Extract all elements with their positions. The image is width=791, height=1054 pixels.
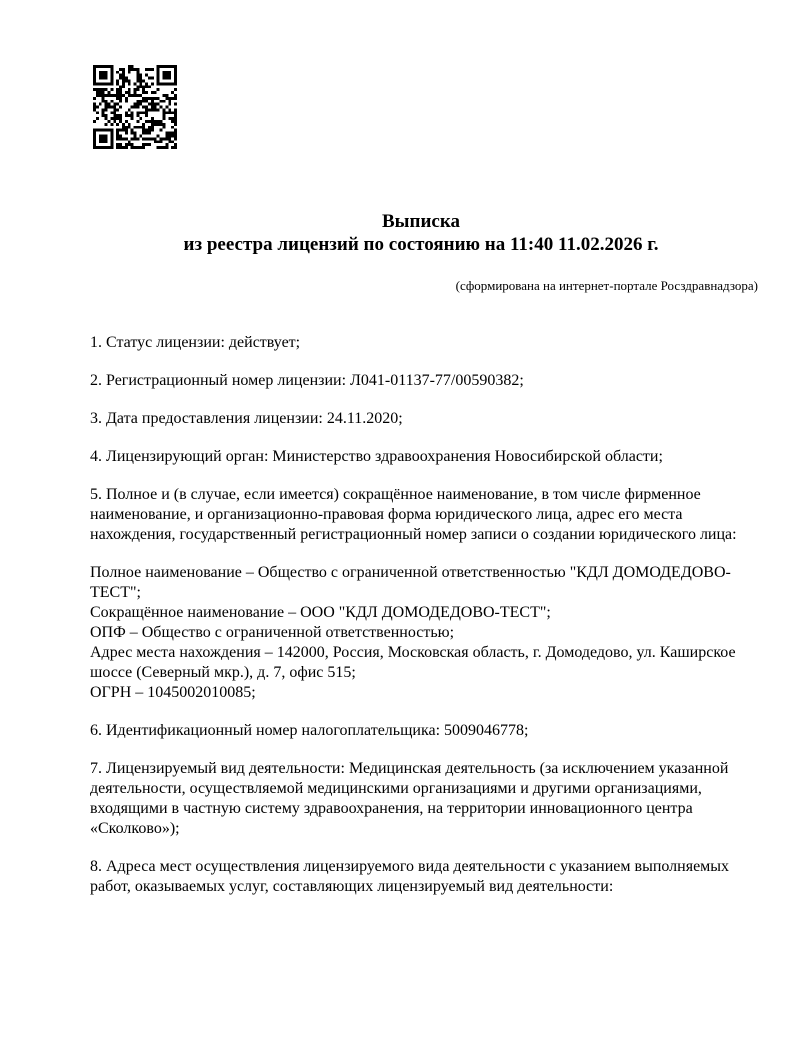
paragraph-3-grant-date: 3. Дата предоставления лицензии: 24.11.2020; [90, 410, 403, 427]
title-line-2: из реестра лицензий по состоянию на 11:40 11.02.2026 г. [183, 234, 659, 255]
paragraph-1-license-status: 1. Статус лицензии: действует; [90, 334, 301, 351]
org-address-line: Адрес места нахождения – 142000, Россия, Московская область, г. Домодедово, ул. Каширское шоссе (Северный мкр.), д. 7, офис 515; [90, 644, 736, 681]
document-title [90, 210, 752, 256]
org-full-name-line: Полное наименование – Общество с ограниченной ответственностью "КДЛ ДОМОДЕДОВО-ТЕСТ"; [90, 564, 731, 601]
document-body [90, 333, 752, 915]
paragraph-6-inn: 6. Идентификационный номер налогоплательщика: 5009046778; [90, 722, 529, 739]
org-ogrn-line: ОГРН – 1045002010085; [90, 684, 256, 701]
paragraph-2-registration-number: 2. Регистрационный номер лицензии: Л041-01137-77/00590382; [90, 372, 524, 389]
document-subtitle: (сформирована на интернет-портале Росздравнадзора) [455, 278, 758, 293]
paragraph-8-activity-addresses-heading: 8. Адреса мест осуществления лицензируемого вида деятельности с указанием выполняемых работ, оказываемых услуг, составляющих лицензируемый вид деятельности: [90, 858, 730, 895]
organization-details-block [90, 563, 752, 703]
qr-code-image [93, 65, 177, 149]
title-line-1: Выписка [382, 211, 460, 232]
paragraph-4-licensing-authority: 4. Лицензирующий орган: Министерство здравоохранения Новосибирской области; [90, 448, 663, 465]
org-short-name-line: Сокращённое наименование – ООО "КДЛ ДОМОДЕДОВО-ТЕСТ"; [90, 604, 551, 621]
org-legal-form-line: ОПФ – Общество с ограниченной ответственностью; [90, 624, 455, 641]
qr-code [93, 65, 177, 149]
paragraph-7-licensed-activity: 7. Лицензируемый вид деятельности: Медицинская деятельность (за исключением указанной деятельности, осуществляемой медицинскими организациями и другими организациями, входящими в частную систему здравоохранения, на территории инновационного центра «Сколково»); [90, 760, 729, 837]
paragraph-5-organization-heading: 5. Полное и (в случае, если имеется) сокращённое наименование, в том числе фирменное наименование, и организационно-правовая форма юридического лица, адрес его места нахождения, государственный регистрационный номер записи о создании юридического лица: [90, 486, 737, 543]
